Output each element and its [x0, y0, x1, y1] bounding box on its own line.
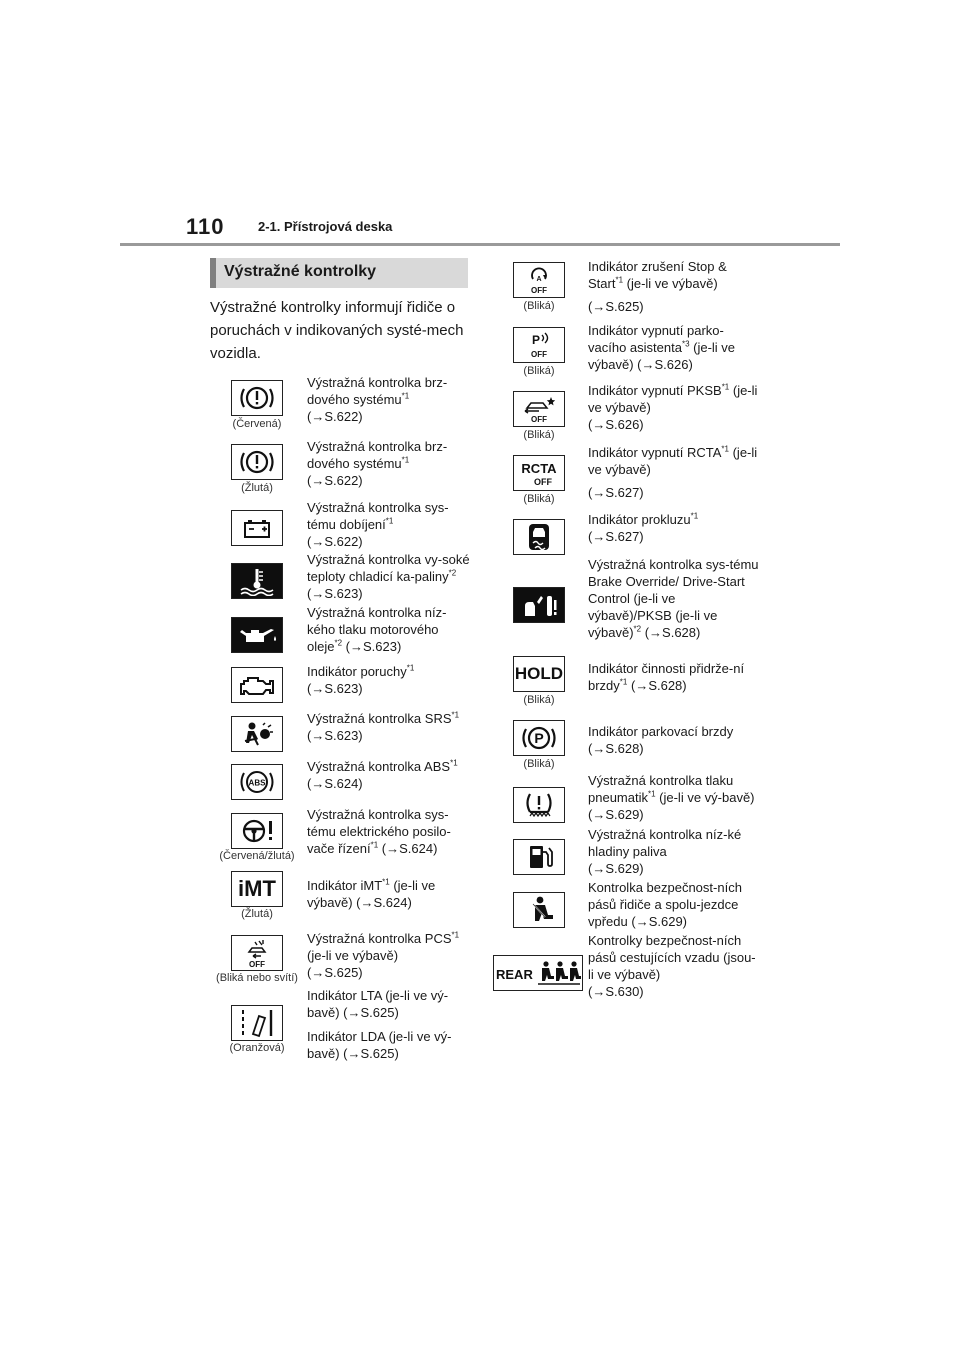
- description: Výstražná kontrolka vy-soké teploty chladicí ka-paliny$^{*2}$ (→S.623): [307, 552, 470, 601]
- icon-caption: (Bliká): [523, 493, 555, 505]
- imt-glyph-text: iMT: [238, 876, 276, 901]
- brake-override-icon: [513, 587, 565, 623]
- brake-warning-icon: [231, 444, 283, 480]
- description: Indikátor vypnutí RCTA$^{*1}$ (je-li ve výbavě) (→S.627): [588, 444, 758, 500]
- brake-warning-icon: [231, 380, 283, 416]
- description: Výstražná kontrolka tlaku pneumatik$^{*1}$ (je-li ve vý-bavě) (→S.629): [588, 773, 755, 822]
- oil-pressure-icon: [231, 617, 283, 653]
- off-glyph-text: OFF: [531, 286, 547, 295]
- stop-start-off-icon: [513, 262, 565, 298]
- rcta-off-icon: [513, 455, 565, 491]
- section-heading: [210, 258, 468, 288]
- hold-icon: [513, 656, 565, 692]
- hold-glyph-text: HOLD: [514, 664, 564, 683]
- imt-icon: [231, 871, 283, 907]
- abs-icon: [231, 764, 283, 800]
- page-number: 110: [186, 214, 225, 239]
- description: Indikátor vypnutí PKSB$^{*1}$ (je-li ve výbavě) (→S.626): [588, 382, 758, 432]
- description: Výstražná kontrolka brz-dového systému$^{*1}$ (→S.622): [307, 439, 448, 488]
- icon-caption: (Červená): [232, 418, 282, 430]
- pksb-off-icon: [513, 391, 565, 427]
- description: Výstražná kontrolka SRS$^{*1}$ (→S.623): [307, 710, 460, 743]
- off-glyph-text: OFF: [249, 960, 265, 968]
- parking-glyph-text: P: [531, 333, 541, 347]
- lane-assist-icon: [231, 1005, 283, 1041]
- description: Indikátor prokluzu$^{*1}$ (→S.627): [588, 511, 699, 544]
- description: Indikátor parkovací brzdy (→S.628): [588, 724, 734, 756]
- coolant-temperature-icon: [231, 563, 283, 599]
- seatbelt-rear-icon: [493, 955, 583, 991]
- svg-text:A: A: [536, 276, 542, 283]
- icon-caption: (Žlutá): [241, 482, 273, 494]
- icon-caption: (Červená/žlutá): [219, 850, 295, 862]
- description: Výstražná kontrolka PCS$^{*1}$ (je-li ve výbavě) (→S.625): [307, 930, 460, 980]
- description: Výstražná kontrolka sys-tému dobíjení$^{*1}$ (→S.622): [307, 500, 449, 549]
- rcta-glyph-text: RCTA: [521, 461, 557, 476]
- slip-indicator-icon: [513, 519, 565, 555]
- description: Výstražná kontrolka níz-kého tlaku motorového oleje$^{*2}$ (→S.623): [307, 605, 447, 654]
- description: Indikátor vypnutí parko-vacího asistenta$^{*3}$ (je-li ve výbavě) (→S.626): [588, 323, 736, 372]
- description: Kontrolky bezpečnost-ních pásů cestujících vzadu (jsou-li ve výbavě) (→S.630): [588, 933, 756, 999]
- power-steering-icon: [231, 813, 283, 849]
- description: Indikátor LTA (je-li ve vý-bavě) (→S.625): [307, 988, 449, 1020]
- battery-icon: [231, 510, 283, 546]
- parking-brake-glyph-text: P: [534, 730, 544, 746]
- icon-caption: (Bliká): [523, 429, 555, 441]
- icon-caption: (Bliká): [523, 694, 555, 706]
- icon-caption: (Bliká): [523, 365, 555, 377]
- intro-paragraph: Výstražné kontrolky informují řidiče o poruchách v indikovaných systé-mech vozidla.: [210, 299, 464, 362]
- description: Kontrolka bezpečnost-ních pásů řidiče a spolu-jezdce vpředu (→S.629): [588, 880, 742, 929]
- parking-brake-icon: [513, 720, 565, 756]
- srs-airbag-icon: [231, 716, 283, 752]
- header-divider: [120, 243, 840, 246]
- icon-caption: (Oranžová): [229, 1042, 285, 1054]
- section-heading-text: Výstražné kontrolky: [224, 263, 377, 280]
- description: Indikátor činnosti přidrže-ní brzdy$^{*1}$ (→S.628): [588, 661, 745, 693]
- description: Výstražná kontrolka brz-dového systému$^{*1}$ (→S.622): [307, 375, 448, 424]
- seatbelt-front-icon: [513, 892, 565, 928]
- icon-caption: (Žlutá): [241, 908, 273, 920]
- description: Výstražná kontrolka níz-ké hladiny paliva (→S.629): [588, 827, 742, 876]
- icon-caption: (Bliká nebo svítí): [216, 972, 298, 984]
- icon-caption: (Bliká): [523, 758, 555, 770]
- icon-caption: (Bliká): [523, 300, 555, 312]
- description: Výstražná kontrolka sys-tému elektrického posilo-vače řízení$^{*1}$ (→S.624): [307, 807, 451, 856]
- rear-glyph-text: REAR: [496, 967, 533, 982]
- description: Indikátor poruchy$^{*1}$ (→S.623): [307, 663, 415, 696]
- description: Výstražná kontrolka ABS$^{*1}$ (→S.624): [307, 758, 458, 791]
- off-glyph-text: OFF: [531, 415, 547, 424]
- engine-malfunction-icon: [231, 667, 283, 703]
- description: Indikátor LDA (je-li ve vý-bavě) (→S.625): [307, 1029, 452, 1061]
- description: Indikátor zrušení Stop & Start$^{*1}$ (je-li ve výbavě) (→S.625): [588, 259, 727, 314]
- tire-pressure-icon: [513, 787, 565, 823]
- description: Výstražná kontrolka sys-tému Brake Override/ Drive-Start Control (je-li ve výbavě)/PKSB (je-li ve výbavě)$^{*2}$ (→S.628): [588, 557, 759, 640]
- parking-assist-off-icon: [513, 327, 565, 363]
- low-fuel-icon: [513, 839, 565, 875]
- abs-glyph-text: ABS: [248, 778, 266, 788]
- off-glyph-text: OFF: [534, 477, 552, 487]
- pcs-off-icon: [231, 935, 283, 971]
- off-glyph-text: OFF: [531, 350, 547, 359]
- section-title: 2-1. Přístrojová deska: [258, 219, 393, 234]
- description: Indikátor iMT$^{*1}$ (je-li ve výbavě) (→S.624): [307, 877, 436, 910]
